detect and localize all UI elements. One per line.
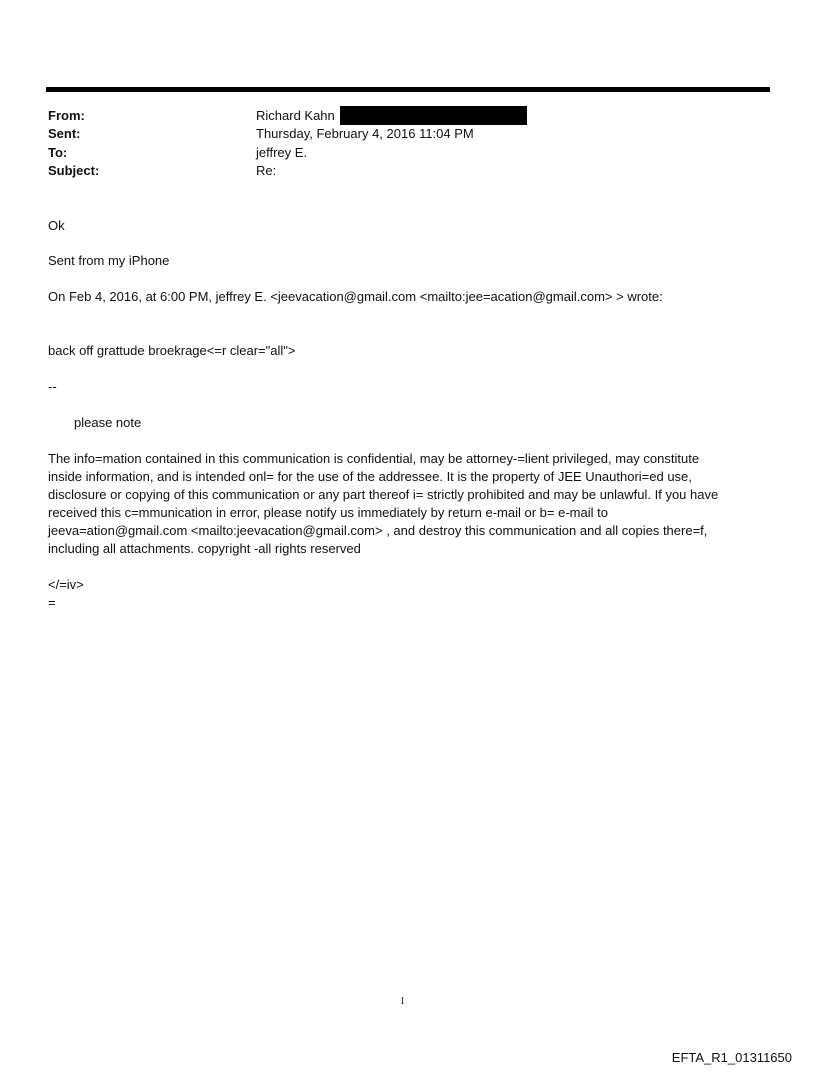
disclaimer-line: received this c=mmunication in error, please notify us immediately by return e-mail or b= e-mail to [48,505,608,520]
disclaimer-line: disclosure or copying of this communication or any part thereof i= strictly prohibited and may be unlawful. If you have [48,487,719,502]
document-id: EFTA_R1_01311650 [671,1050,792,1065]
from-value: Richard Kahn [256,108,335,123]
to-label: To: [48,145,68,160]
disclaimer [48,450,760,558]
sent-label: Sent: [48,126,81,141]
equals-sign: = [48,595,56,610]
disclaimer-line: inside information, and is intended onl= for the use of the addressee. It is the property of JEE Unauthori=ed use, [48,469,692,484]
to-value: jeffrey E. [256,145,308,160]
from-label: From: [48,108,85,123]
disclaimer-line: jeeva=ation@gmail.com <mailto:jeevacation@gmail.com> , and destroy this communication and all copies there=f, [48,523,708,538]
dashes-separator: -- [48,379,57,394]
sent-value: Thursday, February 4, 2016 11:04 PM [256,126,474,141]
closing-tag: </=iv> [48,577,84,592]
subject-value: Re: [256,163,277,178]
disclaimer-line: The info=mation contained in this communication is confidential, may be attorney-=lient privileged, may constitute [48,451,700,466]
please-note: please note [74,415,142,430]
subject-label: Subject: [48,163,100,178]
reply-text: Ok [48,218,65,233]
signature-text: Sent from my iPhone [48,253,170,268]
header-rule [46,87,770,92]
quoted-line: back off grattude broekrage<=r clear="all"> [48,343,296,358]
disclaimer-line: including all attachments. copyright -all rights reserved [48,541,361,556]
redaction-box [340,106,527,125]
page-number: 1 [400,996,405,1007]
quote-intro: On Feb 4, 2016, at 6:00 PM, jeffrey E. <jeevacation@gmail.com <mailto:jee=acation@gmail.com> > wrote: [48,289,663,304]
